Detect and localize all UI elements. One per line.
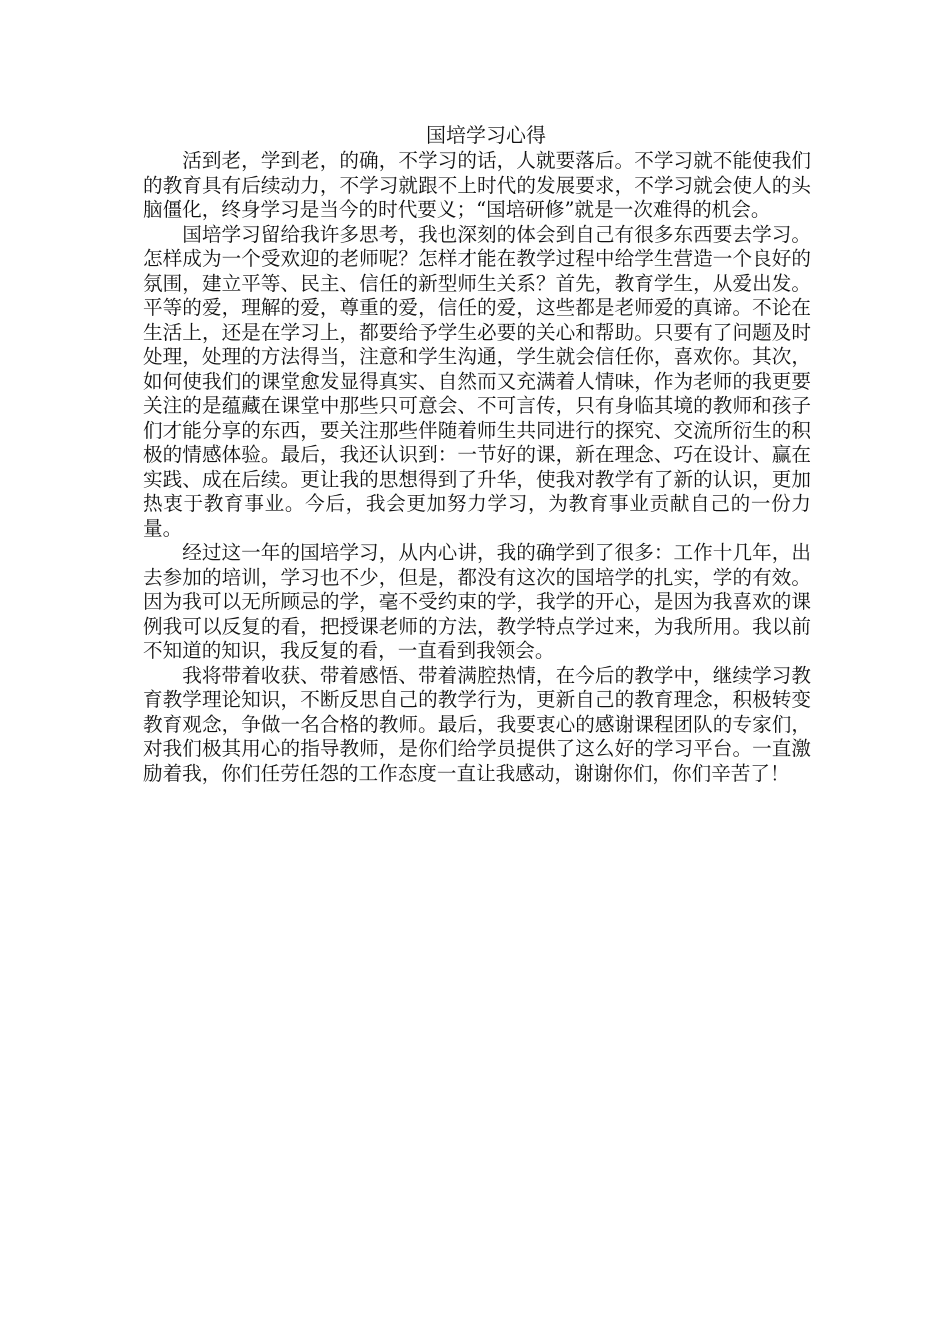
- paragraph-1: 活到老，学到老，的确，不学习的话，人就要落后。不学习就不能使我们的教育具有后续动力，不学习就跟不上时代的发展要求，不学习就会使人的头脑僵化，终身学习是当今的时代要义；“国培研修”就是一次难得的机会。: [143, 149, 811, 221]
- paragraph-2: 国培学习留给我许多思考，我也深刻的体会到自己有很多东西要去学习。怎样成为一个受欢迎的老师呢？怎样才能在教学过程中给学生营造一个良好的氛围，建立平等、民主、信任的新型师生关系？首先，教育学生，从爱出发。平等的爱，理解的爱，尊重的爱，信任的爱，这些都是老师爱的真谛。不论在生活上，还是在学习上，都要给予学生必要的关心和帮助。只要有了问题及时处理，处理的方法得当，注意和学生沟通，学生就会信任你，喜欢你。其次，如何使我们的课堂愈发显得真实、自然而又充满着人情味，作为老师的我更要关注的是蕴藏在课堂中那些只可意会、不可言传，只有身临其境的教师和孩子们才能分享的东西，要关注那些伴随着师生共同进行的探究、交流所衍生的积极的情感体验。最后，我还认识到：一节好的课，新在理念、巧在设计、赢在实践、成在后续。更让我的思想得到了升华，使我对教学有了新的认识，更加热衷于教育事业。今后，我会更加努力学习，为教育事业贡献自己的一份力量。: [143, 222, 811, 540]
- paragraph-4: 我将带着收获、带着感悟、带着满腔热情，在今后的教学中，继续学习教育教学理论知识，不断反思自己的教学行为，更新自己的教育理念，积极转变教育观念，争做一名合格的教师。最后，我要衷心的感谢课程团队的专家们，对我们极其用心的指导教师，是你们给学员提供了这么好的学习平台。一直激励着我，你们任劳任怨的工作态度一直让我感动，谢谢你们，你们辛苦了！: [143, 663, 811, 785]
- document-body: [143, 121, 811, 786]
- document-title: 国培学习心得: [426, 123, 546, 147]
- paragraph-3: 经过这一年的国培学习，从内心讲，我的确学到了很多：工作十几年，出去参加的培训，学习也不少，但是，都没有这次的国培学的扎实，学的有效。因为我可以无所顾忌的学，毫不受约束的学，我学的开心，是因为我喜欢的课例我可以反复的看，把授课老师的方法，教学特点学过来，为我所用。我以前不知道的知识，我反复的看，一直看到我领会。: [143, 541, 811, 662]
